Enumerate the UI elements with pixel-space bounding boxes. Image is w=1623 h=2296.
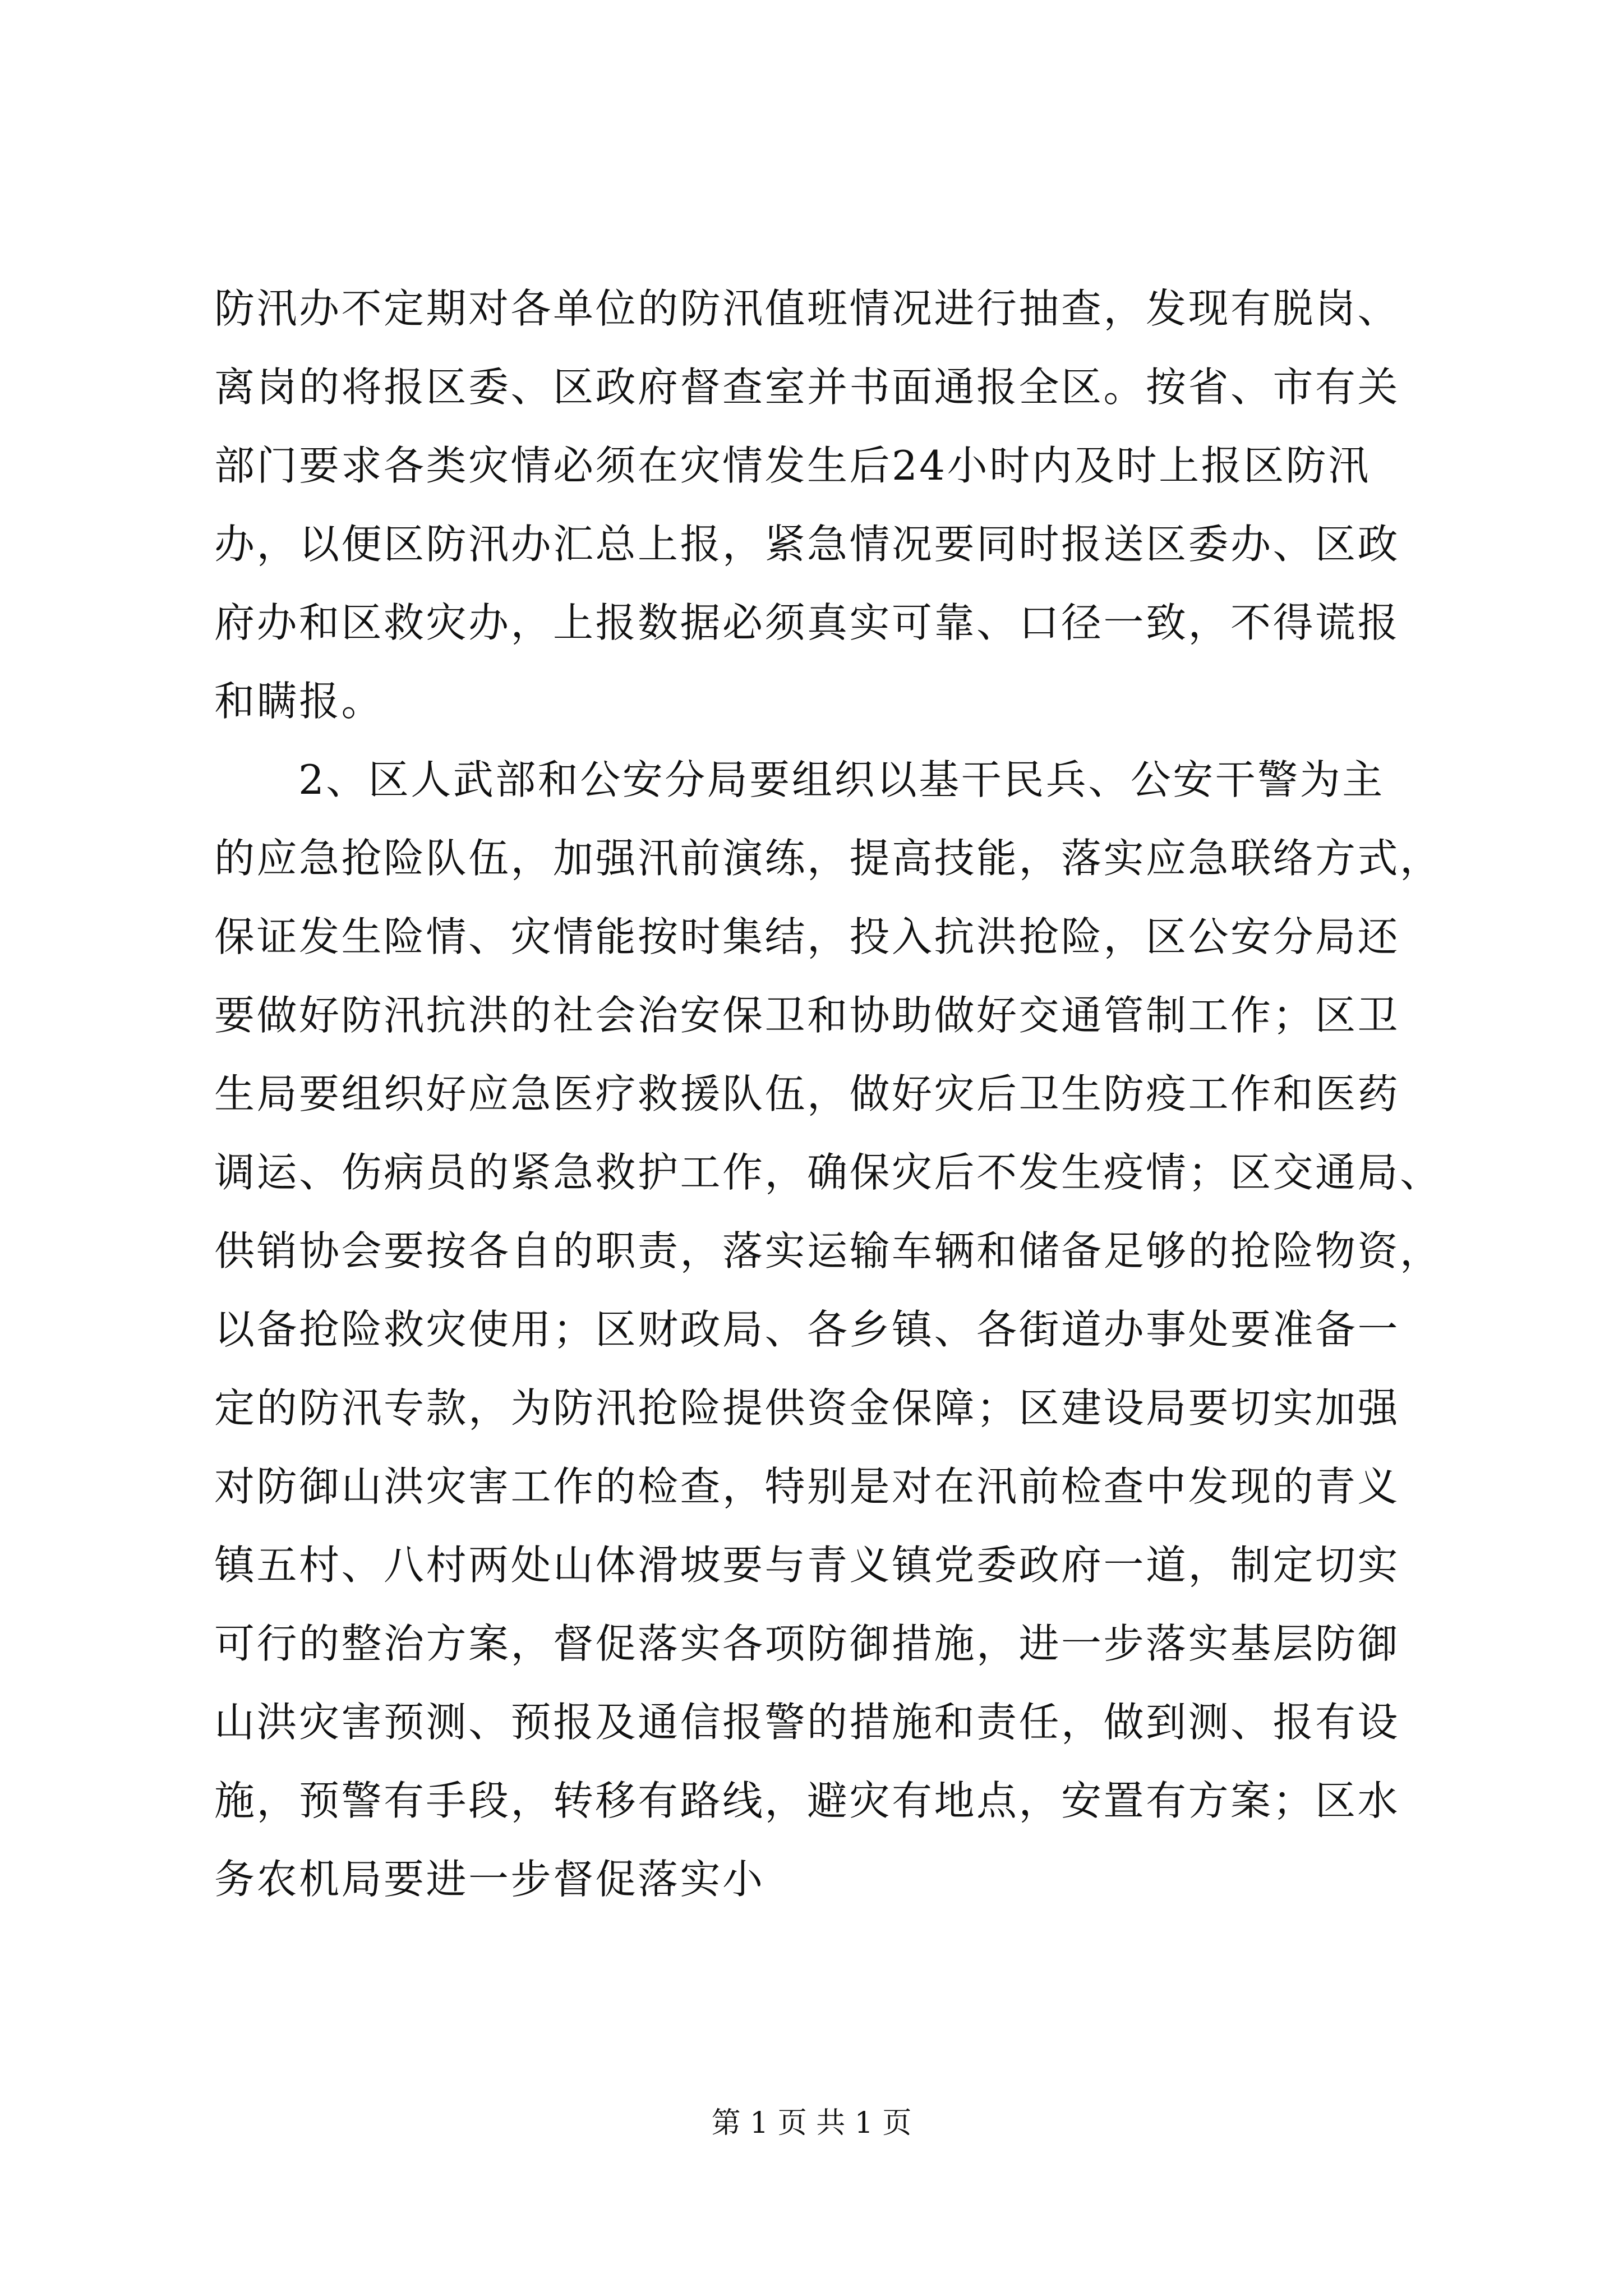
text-line: 定的防汛专款，为防汛抢险提供资金保障；区建设局要切实加强 [214, 1384, 1400, 1432]
text-line: 可行的整治方案，督促落实各项防御措施，进一步落实基层防御 [214, 1620, 1400, 1667]
text-line: 办，以便区防汛办汇总上报，紧急情况要同时报送区委办、区政 [214, 521, 1400, 568]
paragraph-start-line: 2、区人武部和公安分局要组织以基干民兵、公安干警为主 [298, 756, 1385, 803]
text-line: 的应急抢险队伍，加强汛前演练，提高技能，落实应急联络方式， [214, 835, 1442, 882]
text-line: 生局要组织好应急医疗救援队伍，做好灾后卫生防疫工作和医药 [214, 1070, 1400, 1117]
text-line: 务农机局要进一步督促落实小 [214, 1856, 765, 1903]
text-line: 调运、伤病员的紧急救护工作，确保灾后不发生疫情；区交通局、 [214, 1149, 1442, 1196]
text-line: 府办和区救灾办，上报数据必须真实可靠、口径一致，不得谎报 [214, 599, 1400, 646]
text-line: 防汛办不定期对各单位的防汛值班情况进行抽查，发现有脱岗、 [214, 285, 1400, 332]
text-line: 和瞒报。 [214, 678, 384, 725]
text-line: 供销协会要按各自的职责，落实运输车辆和储备足够的抢险物资， [214, 1227, 1442, 1274]
body-text [214, 269, 1442, 1918]
text-line: 山洪灾害预测、预报及通信报警的措施和责任，做到测、报有设 [214, 1699, 1400, 1746]
text-line: 镇五村、八村两处山体滑坡要与青义镇党委政府一道，制定切实 [214, 1542, 1400, 1589]
text-line: 要做好防汛抗洪的社会治安保卫和协助做好交通管制工作；区卫 [214, 992, 1400, 1039]
text-line: 部门要求各类灾情必须在灾情发生后24小时内及时上报区防汛 [214, 442, 1371, 489]
text-line: 保证发生险情、灾情能按时集结，投入抗洪抢险，区公安分局还 [214, 913, 1400, 960]
text-line: 离岗的将报区委、区政府督查室并书面通报全区。按省、市有关 [214, 364, 1400, 411]
text-line: 施，预警有手段，转移有路线，避灾有地点，安置有方案；区水 [214, 1777, 1400, 1824]
page-footer: 第 1 页 共 1 页 [711, 2106, 912, 2140]
text-line: 以备抢险救灾使用；区财政局、各乡镇、各街道办事处要准备一 [214, 1306, 1400, 1353]
text-line: 对防御山洪灾害工作的检查，特别是对在汛前检查中发现的青义 [214, 1463, 1400, 1510]
